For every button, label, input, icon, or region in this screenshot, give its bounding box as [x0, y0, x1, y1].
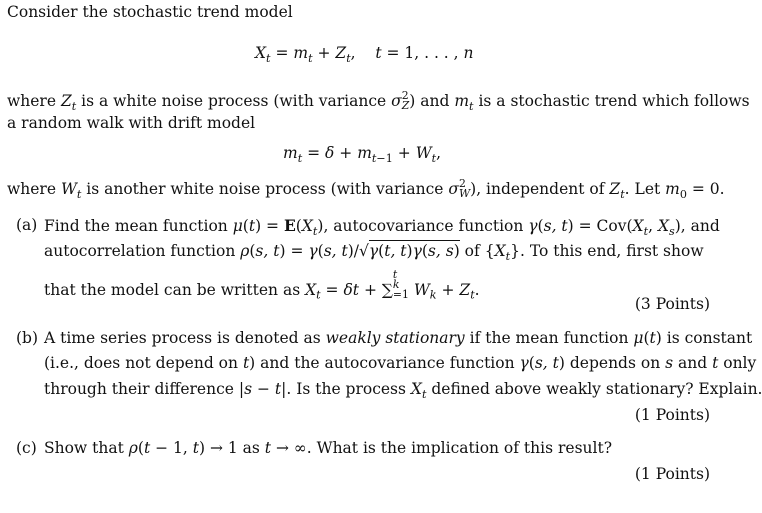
part-b-line-2: (i.e., does not depend on t) and the autocovariance function γ(s, t) depends on s and t only [44, 354, 757, 372]
part-b-line-3: through their difference |s − t|. Is the process $X_t$ defined above weakly stationary? Explain. [44, 380, 762, 401]
part-c-line-1: Show that ρ(t − 1, t) → 1 as t → ∞. What is the implication of this result? [44, 439, 612, 457]
part-a-label: (a) [16, 216, 38, 234]
part-c-points: (1 Points) [634, 465, 710, 483]
part-a-line-2: autocorrelation function ρ(s, t) = γ(s, t)/√γ(t, t)γ(s, s) of $\{X_t\}$. To this end, first show [44, 242, 704, 263]
paragraph-white-noise: where $Z_t$ is a white noise process (with variance σ 2 Z ) and $m_t$ is a stochastic trend which follows [7, 89, 750, 113]
paragraph-independent: where $W_t$ is another white noise process (with variance σ 2 W ), independent of $Z_t$. Let $m_0 = 0$. [7, 177, 725, 201]
part-b-points: (1 Points) [634, 406, 710, 424]
part-b-line-1: A time series process is denoted as weakly stationary if the mean function μ(t) is constant [44, 329, 753, 347]
part-c-label: (c) [16, 439, 37, 457]
paragraph-random-walk: a random walk with drift model [7, 114, 256, 132]
equation-trend: $m_t = \delta + m_{t-1} + W_t$, [283, 144, 442, 165]
part-b-label: (b) [16, 329, 39, 347]
part-a-points: (3 Points) [634, 295, 710, 313]
part-a-line-3: that the model can be written as $X_t = \delta t$ + ∑ t k =1 $W_k + Z_t$. [44, 268, 480, 302]
intro-text: Consider the stochastic trend model [7, 3, 293, 21]
equation-model: $X_t = m_t + Z_t$, t = 1, . . . , n [255, 44, 474, 65]
part-a-line-1: Find the mean function $\mu(t) = E(X_t)$, autocovariance function γ(s, $t) = Cov(X_t$, $X_s$), and [44, 216, 720, 238]
